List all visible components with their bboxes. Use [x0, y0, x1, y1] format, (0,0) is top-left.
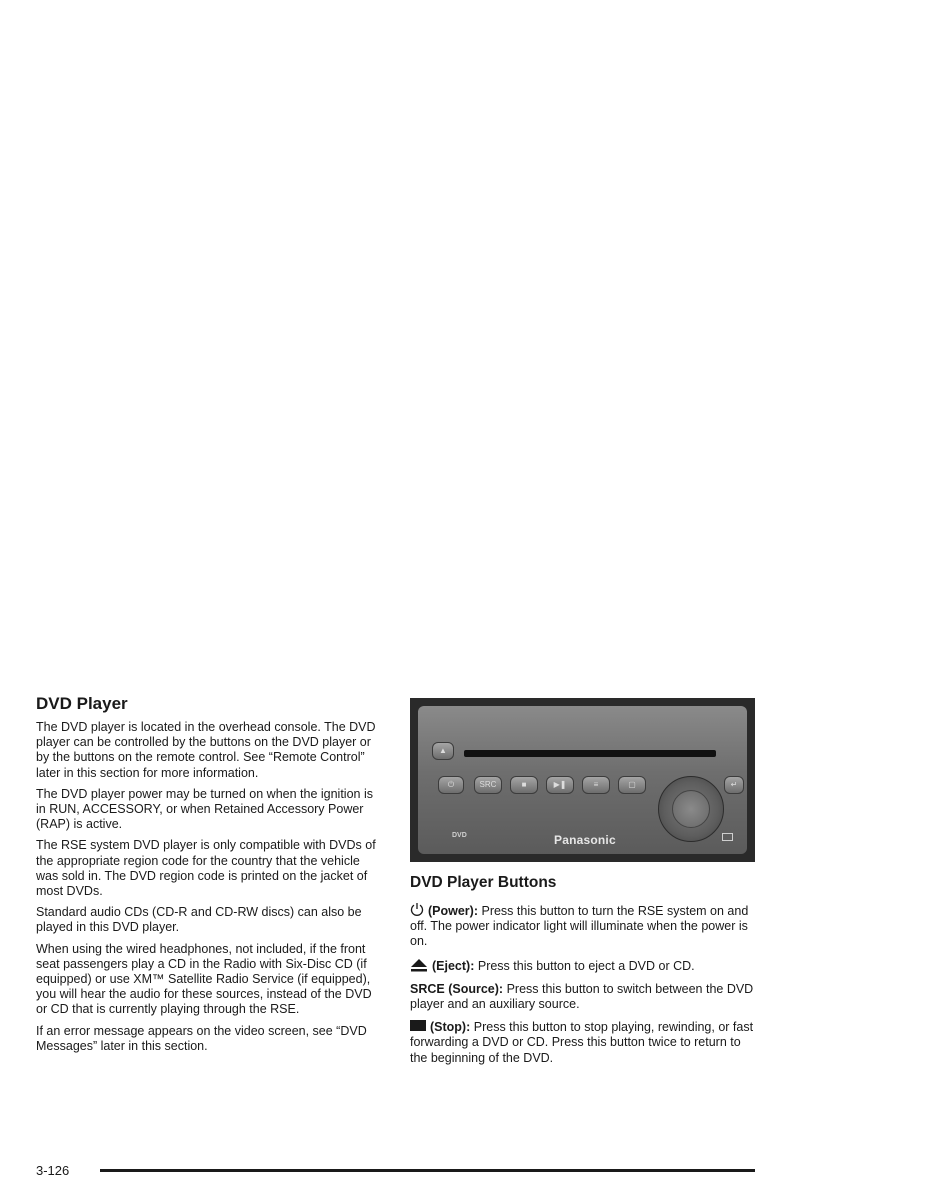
navigation-pad	[658, 776, 724, 842]
dvd-logo: DVD	[452, 832, 467, 839]
enter-button-photo	[672, 790, 710, 828]
source-description	[410, 982, 756, 1012]
source-text: Press this button to switch between the DVD player and an auxiliary source.	[410, 981, 754, 1012]
power-text: Press this button to turn the RSE system on and off. The power indicator light will illuminate when the power is on.	[410, 904, 749, 949]
disc-slot	[464, 750, 716, 757]
paragraph: The DVD player is located in the overhead console. The DVD player can be controlled by the buttons on the DVD player or by the buttons on the remote control. See “Remote Control” later in this section for more information.	[36, 720, 376, 780]
eject-description	[410, 958, 756, 974]
dvd-player-photo	[410, 698, 755, 862]
right-column	[410, 698, 756, 1074]
eject-button-photo: ▲	[432, 742, 454, 760]
menu-button-photo: ≡	[582, 776, 610, 794]
display-button-photo: ▢	[618, 776, 646, 794]
footer-rule	[100, 1169, 755, 1172]
eject-icon	[410, 958, 428, 972]
paragraph: The RSE system DVD player is only compatible with DVDs of the appropriate region code for the country that the vehicle was sold in. The DVD region code is printed on the jacket of most DVDs.	[36, 838, 376, 899]
paragraph: Standard audio CDs (CD-R and CD-RW discs) can also be played in this DVD player.	[36, 905, 362, 935]
brand-logo: Panasonic	[554, 833, 616, 847]
paragraph: The DVD player power may be turned on when the ignition is in RUN, ACCESSORY, or when Retained Accessory Power (RAP) is active.	[36, 786, 373, 832]
power-icon	[410, 902, 424, 917]
left-column	[36, 694, 384, 1060]
paragraph: If an error message appears on the video screen, see “DVD Messages” later in this section.	[36, 1023, 367, 1053]
stop-button-photo: ■	[510, 776, 538, 794]
power-description	[410, 902, 756, 950]
eject-text: Press this button to eject a DVD or CD.	[477, 958, 695, 973]
source-term: SRCE (Source):	[410, 981, 504, 996]
section-title: DVD Player	[36, 694, 128, 713]
subsection-title: DVD Player Buttons	[410, 874, 557, 891]
eject-term: (Eject):	[432, 958, 475, 973]
page-number: 3-126	[36, 1163, 70, 1178]
source-button-photo: SRC	[474, 776, 502, 794]
power-button-photo: ⏻	[438, 776, 464, 794]
power-term: (Power):	[428, 904, 478, 918]
dvd-unit	[418, 706, 747, 854]
stop-term: (Stop):	[430, 1020, 471, 1035]
stop-text: Press this button to stop playing, rewinding, or fast forwarding a DVD or CD. Press this button twice to return to the beginning of the DVD.	[410, 1020, 754, 1065]
paragraph: When using the wired headphones, not included, if the front seat passengers play a CD in the Radio with Six-Disc CD (if equipped) or use XM™ Satellite Radio Service (if equipped), you will hear the audio for these sources, instead of the DVD or CD that is currently playing through the RSE.	[36, 941, 372, 1017]
play-pause-button-photo: ▶❚	[546, 776, 574, 794]
stop-description	[410, 1020, 756, 1066]
return-button-photo: ↵	[724, 776, 744, 794]
stop-icon	[410, 1020, 426, 1031]
certification-logo	[722, 833, 733, 841]
